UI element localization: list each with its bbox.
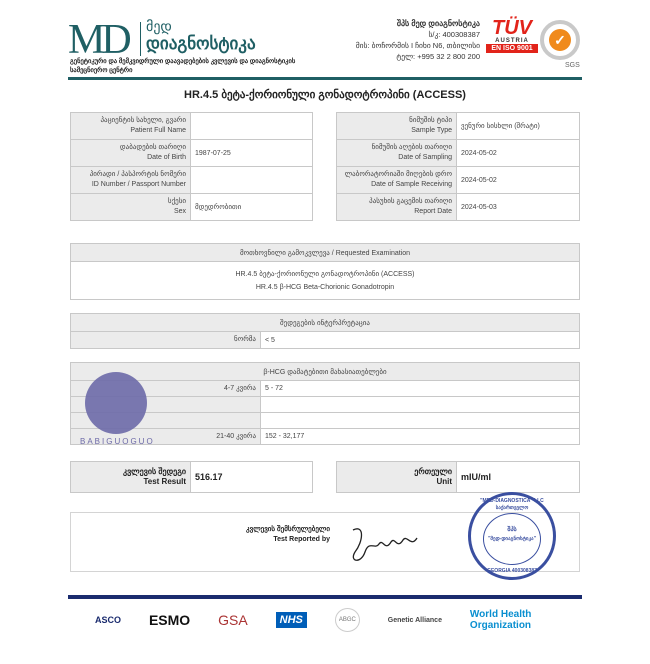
sgs-label: SGS [565, 62, 580, 69]
nhs-logo: NHS [276, 612, 307, 628]
who-logo: World Health Organization [469, 609, 532, 631]
value: მდედრობითი [191, 194, 313, 221]
logo-divider [140, 22, 141, 56]
hcg-range: 5 - 72 [261, 381, 580, 397]
table-row [337, 194, 580, 221]
phone: ტელ: +995 32 2 800 200 [396, 52, 480, 61]
hcg-range: 152 - 32,177 [261, 429, 580, 445]
table-row [337, 113, 580, 140]
label-ka: პაციენტის სახელი, გვარი [100, 117, 186, 124]
header-divider [68, 77, 582, 80]
stamp-line1: საქართველო [495, 505, 529, 511]
result-label-en: Test Result [143, 477, 186, 486]
hcg-range [261, 413, 580, 429]
hcg-row [71, 381, 580, 397]
label-ka: ლაბორატორიაში მიღების დრო [344, 171, 452, 178]
label-ka: ნიმუშის აღების თარიღი [371, 144, 452, 151]
sgs-check-icon: ✓ [540, 20, 580, 60]
value [191, 167, 313, 194]
reported-en: Test Reported by [273, 536, 330, 543]
unit-label-en: Unit [436, 477, 452, 486]
brand-line1: მედ [146, 18, 172, 34]
label-ka: პასუხის გაცემის თარიღი [369, 198, 452, 205]
stamp-line2: შპს [507, 527, 517, 533]
label-en: Sex [173, 208, 186, 215]
tagline: გენეტიკური და მემკვიდრული დაავადებების კვლევის და დიაგნოსტიკის სამეცნიერო ცენტრი [70, 58, 296, 74]
label-en: Date of Sampling [398, 154, 452, 161]
value [191, 113, 313, 140]
table-row [71, 167, 313, 194]
md-logo: MD [68, 17, 128, 63]
address: მის: ბოჩორმის I ჩიხი N6, თბილისი [355, 41, 480, 50]
stamp-line3: "მედ-დიაგნოსტიკა" [488, 536, 536, 542]
norm-label: ნორმა [71, 332, 261, 349]
norm-value: < 5 [261, 332, 580, 349]
company-stamp [468, 492, 556, 580]
label-en: Date of Birth [147, 154, 186, 161]
label-ka: პირადი / პასპორტის ნომერი [89, 171, 186, 178]
report-title: HR.4.5 ბეტა-ქორიონული გონადოტროპინი (ACCESS) [184, 89, 466, 101]
genetic-alliance-logo: Genetic Alliance [387, 616, 442, 624]
exam-header: მოთხოვნილი გამოკვლევა / Requested Examination [71, 244, 580, 262]
table-row [71, 113, 313, 140]
company-contact [320, 18, 480, 62]
tuv-country: AUSTRIA [495, 38, 529, 44]
asco-logo: ASCO [95, 615, 122, 625]
result-label-ka: კვლევის შედეგი [122, 467, 186, 476]
label-en: Sample Type [411, 127, 452, 134]
tax-id: ს/კ: 400308387 [428, 30, 480, 39]
interpretation-header: შედეგების ინტერპრეტაცია [71, 314, 580, 332]
label-en: Date of Sample Receiving [371, 181, 452, 188]
value: 2024-05-02 [457, 140, 580, 167]
value: 2024-05-02 [457, 167, 580, 194]
brand-line2: დიაგნოსტიკა [146, 34, 256, 53]
label-ka: დაბადების თარიღი [119, 144, 186, 151]
hcg-header: β-HCG დამატებითი მახასიათებლები [71, 363, 580, 381]
gsa-logo: GSA [218, 612, 248, 628]
tuv-text: TÜV [492, 17, 532, 39]
stamp-top: "MED-DIAGNOSTICA" LLC [480, 498, 544, 504]
unit-label-ka: ერთეული [414, 467, 452, 476]
hcg-range [261, 397, 580, 413]
interpretation-table [70, 313, 580, 349]
table-row [71, 194, 313, 221]
stamp-bottom: GEORGIA 400308387 [487, 568, 537, 574]
label-en: Patient Full Name [130, 127, 186, 134]
value: 1987-07-25 [191, 140, 313, 167]
reported-by-label [200, 525, 330, 545]
partner-logos [95, 603, 560, 637]
value: 2024-05-03 [457, 194, 580, 221]
unit-value: mIU/ml [457, 462, 580, 493]
watermark-logo [85, 372, 147, 434]
watermark-text: BABIGUOGUO [80, 437, 155, 446]
table-row [337, 167, 580, 194]
hcg-row [71, 413, 580, 429]
sample-table [336, 112, 580, 221]
abgc-logo: ABGC [335, 608, 360, 632]
exam-line-ka: HR.4.5 ბეტა-ქორიონული გონადოტროპინი (ACCESS) [235, 270, 415, 278]
label-en: Report Date [414, 208, 452, 215]
table-row [337, 140, 580, 167]
company-name: შპს მედ დიაგნოსტიკა [396, 19, 480, 28]
table-row [71, 140, 313, 167]
esmo-logo: ESMO [148, 612, 191, 628]
result-table [70, 461, 313, 493]
result-value: 516.17 [191, 462, 313, 493]
hcg-period: 4-7 კვირა [71, 381, 261, 397]
footer-divider [68, 595, 582, 599]
patient-table [70, 112, 313, 221]
value: ვენური სისხლი (შრატი) [457, 113, 580, 140]
unit-table [336, 461, 580, 493]
exam-line-en: HR.4.5 β-HCG Beta-Chorionic Gonadotropin [255, 283, 395, 291]
label-en: ID Number / Passport Number [91, 181, 186, 188]
label-ka: სქესი [167, 198, 186, 205]
hcg-period: 21-40 კვირა [71, 429, 261, 445]
requested-exam-table [70, 243, 580, 300]
signature [345, 522, 425, 567]
iso-badge: EN ISO 9001 [486, 44, 538, 53]
reported-ka: კვლევის შემსრულებელი [246, 526, 330, 533]
tuv-logo [486, 18, 538, 53]
label-ka: ნიმუშის ტიპი [409, 117, 452, 124]
